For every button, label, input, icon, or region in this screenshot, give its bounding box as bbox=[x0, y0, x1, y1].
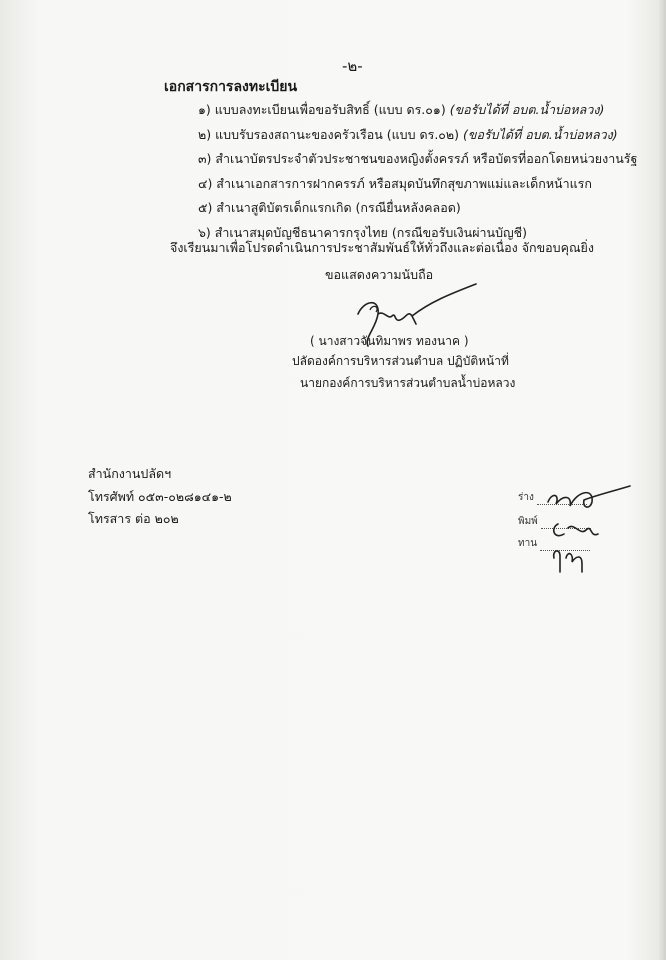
document-item-text: ๖) สำเนาสมุดบัญชีธนาคารกรุงไทย (กรณีขอรับเงินผ่านบัญชี) bbox=[198, 224, 528, 240]
office-name: สำนักงานปลัดฯ bbox=[88, 466, 172, 481]
document-item bbox=[198, 172, 637, 197]
page-edge-shadow bbox=[658, 0, 666, 960]
page-number: -๒- bbox=[342, 57, 363, 75]
stamp-print-label: พิมพ์ bbox=[518, 516, 538, 527]
fax-number: โทรสาร ต่อ ๒๐๒ bbox=[88, 511, 179, 526]
document-item bbox=[198, 147, 637, 172]
required-documents-list bbox=[198, 98, 637, 245]
document-item-text: ๔) สำเนาเอกสารการฝากครรภ์ หรือสมุดบันทึกสุขภาพแม่และเด็กหน้าแรก bbox=[198, 175, 592, 191]
document-item-note: (ขอรับได้ที่ อบต.น้ำบ่อหลวง) bbox=[463, 126, 618, 142]
handwritten-initials bbox=[534, 484, 644, 574]
signer-title: ปลัดองค์การบริหารส่วนตำบล ปฏิบัติหน้าที่ bbox=[292, 354, 509, 368]
document-item bbox=[198, 123, 637, 148]
phone-number: โทรศัพท์ ๐๕๓-๐๒๘๑๔๑-๒ bbox=[88, 489, 232, 504]
regards-line: ขอแสดงความนับถือ bbox=[325, 267, 434, 282]
stamp-check-label: ทาน bbox=[518, 538, 538, 549]
signer-title-secondary: นายกองค์การบริหารส่วนตำบลน้ำบ่อหลวง bbox=[300, 376, 516, 390]
document-item-note: (ขอรับได้ที่ อบต.น้ำบ่อหลวง) bbox=[449, 102, 605, 117]
closing-paragraph: จึงเรียนมาเพื่อโปรดดำเนินการประชาสัมพันธ์ให้ทั่วถึงและต่อเนื่อง จักขอบคุณยิ่ง bbox=[170, 240, 594, 255]
document-item-text: ๒) แบบรับรองสถานะของครัวเรือน (แบบ ดร.๐๒) bbox=[198, 126, 464, 142]
document-item bbox=[198, 98, 637, 123]
stamp-draft-label: ร่าง bbox=[518, 492, 534, 503]
document-item-text: ๑) แบบลงทะเบียนเพื่อขอรับสิทธิ์ (แบบ ดร.๐๑) bbox=[198, 102, 450, 117]
document-item-text: ๕) สำเนาสูติบัตรเด็กแรกเกิด (กรณียื่นหลังคลอด) bbox=[198, 200, 461, 215]
document-item-text: ๓) สำเนาบัตรประจำตัวประชาชนของหญิงตั้งครรภ์ หรือบัตรที่ออกโดยหน่วยงานรัฐ bbox=[198, 151, 638, 166]
section-title: เอกสารการลงทะเบียน bbox=[164, 79, 298, 95]
signer-name: ( นางสาวจันทิมาพร ทองนาค ) bbox=[310, 334, 469, 348]
document-item bbox=[198, 196, 637, 221]
